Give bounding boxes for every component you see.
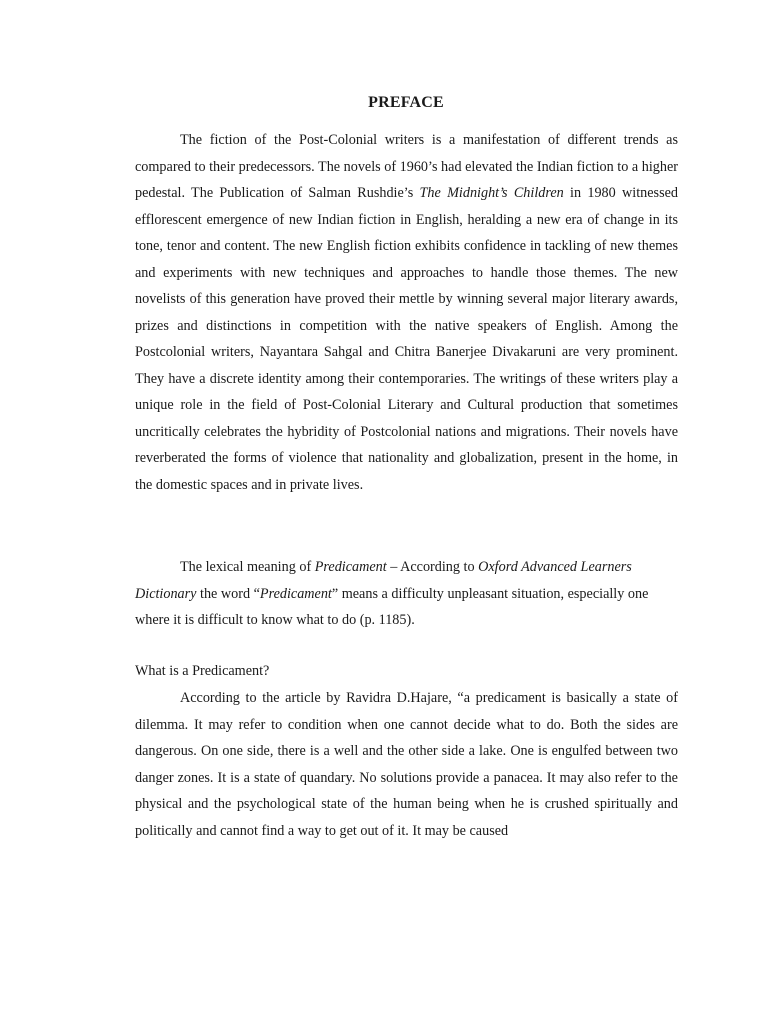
term-predicament-quoted: Predicament <box>259 585 332 602</box>
paragraph-intro-text-2: in 1980 witnessed efflorescent emergence of new Indian fiction in English, heralding a new era of change in its tone, tenor and content. The new English fiction exhibits confidence in tackling of new themes and experiments with new techniques and approaches to handle those themes. The new novelists of this generation have proved their mettle by winning several major literary awards, prizes and distinctions in competition with the native speakers of English. Among the Postcolonial writers, Nayantara Sahgal and Chitra Banerjee Divakaruni are very prominent. They have a discrete identity among their contemporaries. The writings of these writers play a unique role in the field of Post-Colonial Literary and Cultural production that sometimes uncritically celebrates the hybridity of Postcolonial nations and migrations. Their novels have reverberated the forms of violence that nationality and globalization, present in the home, in the domestic spaces and in private lives. <box>135 185 678 493</box>
section-heading: What is a Predicament? <box>135 663 270 679</box>
dictionary-name: Oxford Advanced Learners Dictionary <box>135 559 632 602</box>
term-predicament: Predicament <box>314 559 387 575</box>
definition-text-1: The lexical meaning of <box>180 559 315 575</box>
book-title: The Midnight’s Children <box>419 185 564 201</box>
paragraph-intro <box>135 127 678 498</box>
paragraph-intro-text-1: The fiction of the Post-Colonial writers is a manifestation of different trends as compared to their predecessors. The novels of 1960’s had elevated the Indian fiction to a higher pedestal. The Publication of Salman Rushdie’s <box>135 132 678 201</box>
page-title: PREFACE <box>368 94 444 111</box>
paragraph-definition <box>135 554 678 634</box>
definition-text-2: – According to <box>386 559 479 575</box>
definition-text-4: ” means a difficulty unpleasant situation, especially one where it is difficult to know what to do (p. 1185). <box>135 585 649 628</box>
paragraph-predicament: According to the article by Ravidra D.Hajare, “a predicament is basically a state of dilemma. It may refer to condition when one cannot decide what to do. Both the sides are dangerous. On one side, there is a well and the other side a lake. One is engulfed between two danger zones. It is a state of quandary. No solutions provide a panacea. It may also refer to the physical and the psychological state of the human being when he is crushed spiritually and politically and cannot find a way to get out of it. It may be caused <box>135 690 678 839</box>
definition-text-3: the word “ <box>196 585 260 602</box>
